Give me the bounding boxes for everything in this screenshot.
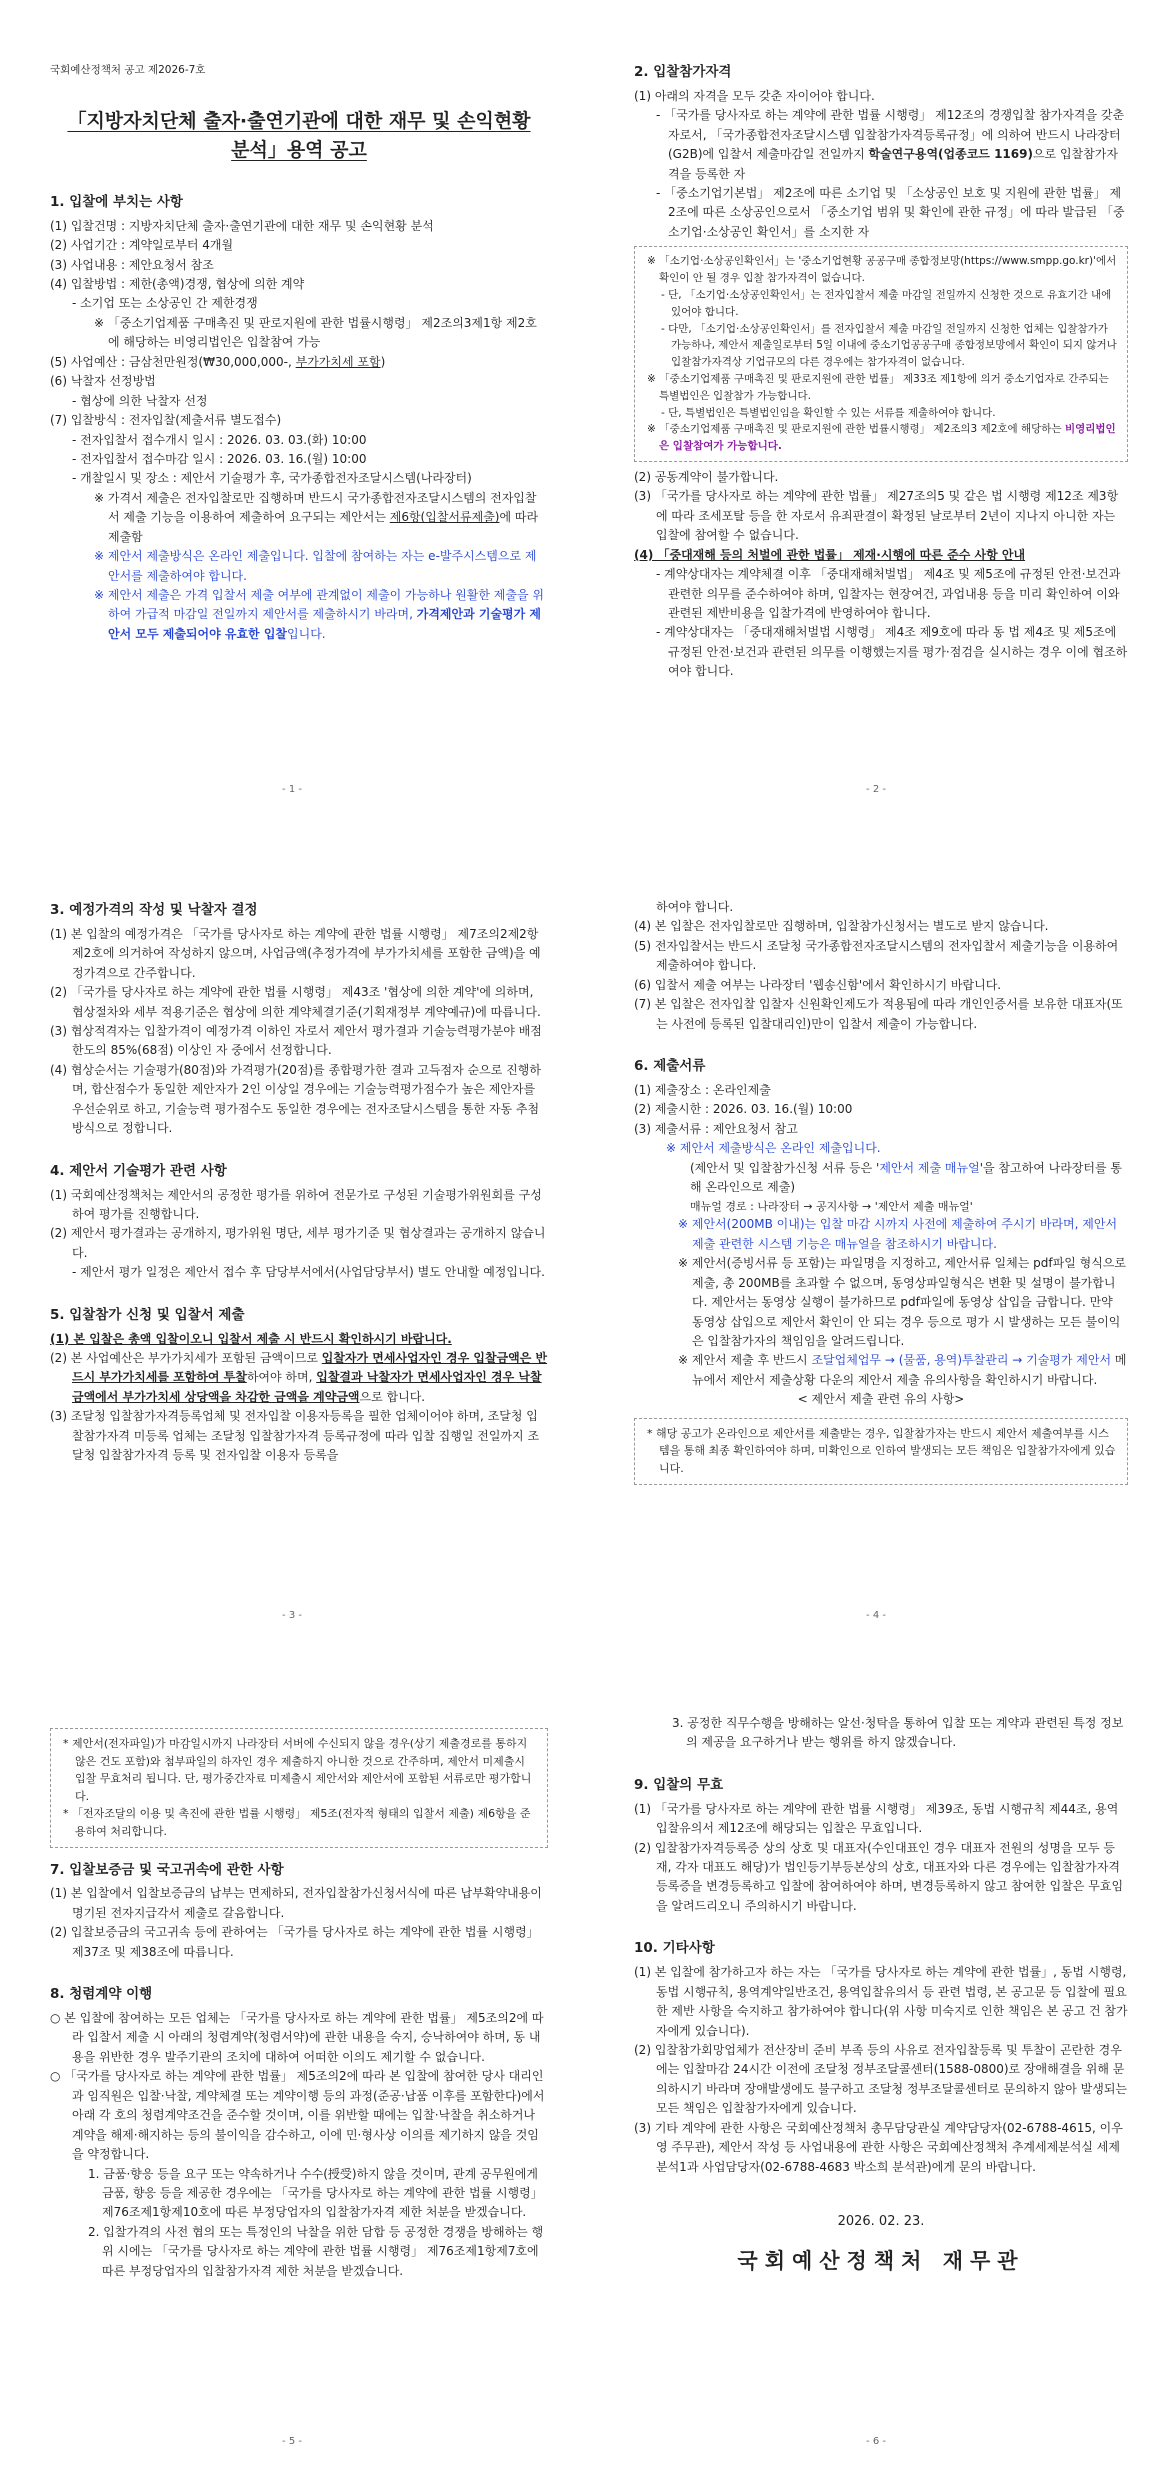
page-number: - 4 - [866, 1609, 886, 1621]
item: ○ 「국가를 당사자로 하는 계약에 관한 법률」 제5조의2에 따라 본 입찰에 참여한 당사 대리인과 임직원은 입찰·낙찰, 계약체결 또는 계약이행 등의 과정(준공·납품 이후를 포함한다)에서 아래 각 호의 청렴계약조건을 준수할 것이며, 이를 위반할 때에는 입찰·낙찰을 취소하거나 계약을 해제·해지하는 등의 불이익을 감수하고, 이에 민·형사상 이의를 제기하지 않을 것임을 약정합니다. [50, 2069, 545, 2162]
item: (3) 조달청 입찰참가자격등록업체 및 전자입찰 이용자등록을 필한 업체이어야 하며, 조달청 입찰참가자격 미등록 업체는 조달청 입찰참가자격 등록규정에 따라 입찰 집행일 전일까지 조달청 입찰참가자격 등록 및 전자입찰 이용자 등록을 [50, 1409, 540, 1463]
page-6 [584, 1652, 1168, 2478]
item: (2) 입찰보증금의 국고귀속 등에 관하여는 「국가를 당사자로 하는 계약에 관한 법률 시행령」 제37조 및 제38조에 따릅니다. [50, 1925, 539, 1959]
section-10-heading: 10. 기타사항 [634, 1940, 715, 1957]
item: (7) 입찰방식 : 전자입찰(제출서류 별도접수) [50, 413, 282, 428]
page-3 [0, 826, 584, 1652]
notice-box [50, 1728, 548, 1848]
section-4-heading: 4. 제안서 기술평가 관련 사항 [50, 1162, 227, 1179]
budget-text: (5) 사업예산 : 금삼천만원정(₩30,000,000-, [50, 354, 296, 369]
note: ※ 제안서(증빙서류 등 포함)는 파일명을 지정하고, 제안서류 일체는 pdf파일 형식으로 제출, 총 200MB를 초과할 수 없으며, 동영상파일형식은 변환 및 설명이 불가합니다. 제안서는 동영상 실행이 불가하므로 pdf파일에 동영상 삽입을 금합니다. 만약 동영상 삽입으로 제안서 확인이 안 되는 경우 등으로 평가 시 발생하는 모든 불이익은 입찰참가자의 책임임을 알려드립니다. [678, 1256, 1126, 1348]
document-title: 「지방자치단체 출자·출연기관에 대한 재무 및 손익현황 [67, 110, 531, 132]
item: (4) 본 입찰은 전자입찰로만 집행하며, 입찰참가신청서는 별도로 받지 않습니다. [634, 919, 1049, 934]
notice-date: 2026. 02. 23. [837, 2214, 925, 2230]
item: - 「중소기업기본법」 제2조에 따른 소기업 및 「소상공인 보호 및 지원에 관한 법률」 제2조에 따른 소상공인으로서 「중소기업 범위 및 확인에 관한 규정」에 따라 발급된 「중소기업·소상공인 확인서」를 소지한 자 [656, 186, 1125, 239]
notice-box [634, 1418, 1128, 1485]
item: ○ 본 입찰에 참여하는 모든 업체는 「국가를 당사자로 하는 계약에 관한 법률」 제5조의2에 따라 입찰서 제출 시 아래의 청렴계약(청렴서약)에 관한 내용을 숙지, 승낙하여야 하며, 동 내용을 위반한 경우 발주기관의 조치에 대하여 어떠한 이의도 제기할 수 없습니다. [50, 2011, 544, 2064]
item: (3) 사업내용 : 제안요청서 참조 [50, 257, 214, 272]
item-bold: 입찰결과 낙찰자가 면세사업자인 경우 낙찰금액에서 부가가치세 상당액을 차감한 금액을 계약금액 [72, 1370, 542, 1404]
item: - 개찰일시 및 장소 : 제안서 기술평가 후, 국가종합전자조달시스템(나라장터) [72, 471, 472, 486]
pledge-item: 3. 공정한 직무수행을 방해하는 알선·청탁을 통하여 입찰 또는 계약과 관련된 특정 정보의 제공을 요구하거나 받는 행위를 하지 않겠습니다. [672, 1716, 1124, 1750]
pledge-item: 2. 입찰가격의 사전 협의 또는 특정인의 낙찰을 위한 담합 등 공정한 경쟁을 방해하는 행위 시에는 「국가를 당사자로 하는 계약에 관한 법률 시행령」 제76조제1항제7호에 따른 부정당업자의 입찰참가자격 제한 처분을 받겠습니다. [88, 2224, 544, 2278]
item: - 소기업 또는 소상공인 간 제한경쟁 [72, 296, 258, 311]
budget-text-end: ) [380, 354, 386, 369]
item: (2) 사업기간 : 계약일로부터 4개월 [50, 238, 234, 253]
box-line: - 단, 특별법인은 특별법인임을 확인할 수 있는 서류를 제출하여야 합니다. [661, 406, 996, 419]
section-7-heading: 7. 입찰보증금 및 국고귀속에 관한 사항 [50, 1861, 284, 1878]
continuation: 하여야 합니다. [656, 900, 734, 914]
section-5-heading: 5. 입찰참가 신청 및 입찰서 제출 [50, 1306, 245, 1323]
page-5 [0, 1652, 584, 2478]
note-text: ※ 제안서 제출 후 반드시 [678, 1353, 812, 1368]
box-highlight: 비영리법인은 입찰참여가 가능합니다. [659, 423, 1116, 453]
box-line: * 해당 공고가 온라인으로 제안서를 제출받는 경우, 입찰참가자는 반드시 제안서 제출여부를 시스템을 통해 최종 확인하여야 하며, 미확인으로 인하여 발생되는 모든 책임은 입찰참가자에게 있습니다. [647, 1426, 1116, 1475]
box-line: ※ 「소기업·소상공인확인서」는 '중소기업현황 공공구매 종합정보망(https://www.smpp.go.kr)'에서 확인이 안 될 경우 입찰 참가자격이 없습니다. [647, 255, 1117, 285]
note [50, 489, 548, 547]
note-text-end: 에 따라 제출함 [108, 510, 539, 544]
note-text-end: 메뉴에서 제안서 제출상황 다운의 제안서 제출 유의사항을 확인하시기 바랍니다. [692, 1353, 1127, 1387]
item: (7) 본 입찰은 전자입찰 입찰자 신원확인제도가 적용됨에 따라 개인인증서를 보유한 대표자(또는 사전에 등록된 입찰대리인)만이 입찰서 제출이 가능합니다. [634, 997, 1123, 1031]
vat-note: 부가가치세 포함 [295, 354, 381, 369]
item-text: 하여야 하며, [246, 1370, 317, 1385]
box-line [645, 421, 1119, 455]
item: - 계약상대자는 「중대재해처벌법 시행령」 제4조 제9호에 따라 동 법 제4조 및 제5조에 규정된 안전·보건과 관련된 의무를 이행했는지를 평가·점검을 실시하는 경우 이에 협조하여야 합니다. [656, 625, 1128, 679]
note-bold: 가격제안과 기술평가 제안서 모두 제출되어야 유효한 입찰 [108, 607, 542, 641]
item: - 전자입찰서 접수마감 일시 : 2026. 03. 16.(월) 10:00 [72, 451, 367, 466]
note-blue: ※ 제안서(200MB 이내)는 입찰 마감 시까지 사전에 제출하여 주시기 바라며, 제안서 제출 관련한 시스템 기능은 매뉴얼을 참조하시기 바랍니다. [678, 1217, 1118, 1251]
item: (2) 「국가를 당사자로 하는 계약에 관한 법률 시행령」 제43조 '협상에 의한 계약'에 의하며, 협상절차와 세부 적용기준은 협상에 의한 계약체결기준(기획재정부 계약예규)에 따릅니다. [50, 985, 541, 1019]
item: - 계약상대자는 계약체결 이후 「중대재해처벌법」 제4조 및 제5조에 규정된 안전·보건과 관련한 의무를 준수하여야 하며, 입찰자는 현장여건, 과업내용 등을 미리 확인하여 이와 관련된 제반비용을 입찰가격에 반영하여야 합니다. [656, 567, 1121, 620]
item: (1) 본 입찰에서 입찰보증금의 납부는 면제하되, 전자입찰참가신청서식에 따른 납부확약내용이 명기된 전자지급각서 제출로 갈음합니다. [50, 1886, 542, 1920]
pledge-item: 1. 금품·향응 등을 요구 또는 약속하거나 수수(授受)하지 않을 것이며, 관계 공무원에게 금품, 향응 등을 제공한 경우에는 「국가를 당사자로 하는 계약에 관한 법률 시행령」 제76조제1항제10호에 따른 부정당업자의 입찰참가자격 제한 처분을 받겠습니다. [88, 2166, 543, 2220]
section-1-heading: 1. 입찰에 부치는 사항 [50, 193, 183, 210]
note-text: (제안서 및 입찰참가신청 서류 등은 ' [690, 1160, 880, 1175]
manual-path: 매뉴얼 경로 : 나라장터 → 공지사항 → '제안서 제출 매뉴얼' [690, 1199, 973, 1213]
item [50, 1349, 548, 1407]
item-bold: 학술연구용역(업종코드 1169) [868, 147, 1033, 162]
box-text: ※ 「중소기업제품 구매촉진 및 판로지원에 관한 법률시행령」 제2조의3 제2호에 해당하는 [647, 423, 1065, 436]
item: (6) 입찰서 제출 여부는 나라장터 '웹송신함'에서 확인하시기 바랍니다. [634, 977, 1002, 992]
item: (1) 아래의 자격을 모두 갖춘 자이어야 합니다. [634, 88, 875, 103]
section-8-heading: 8. 청렴계약 이행 [50, 1986, 153, 2003]
item: (6) 낙찰자 선정방법 [50, 374, 156, 389]
item: (3) 협상적격자는 입찰가격이 예정가격 이하인 자로서 제안서 평가결과 기술능력평가분야 배점한도의 85%(68점) 이상인 자 중에서 선정합니다. [50, 1024, 542, 1058]
item: (1) 국회예산정책처는 제안서의 공정한 평가를 위하여 전문가로 구성된 기술평가위원회를 구성하여 평가를 진행합니다. [50, 1187, 542, 1221]
item: (5) 전자입찰서는 반드시 조달청 국가종합전자조달시스템의 전자입찰서 제출기능을 이용하여 제출하여야 합니다. [634, 938, 1119, 973]
section-2-heading: 2. 입찰참가자격 [634, 64, 732, 80]
page-number: - 1 - [282, 783, 302, 795]
note-text-end: 입니다. [287, 626, 326, 641]
box-line: - 다만, 「소기업·소상공인확인서」를 전자입찰서 제출 마감일 전일까지 신청한 업체는 입찰참가가 가능하나, 제안서 제출일로부터 5일 이내에 중소기업공공구매 종합정보망에서 확인이 되지 않거나 입찰참가자격상 기업규모의 다른 경우에는 참가자격이 없습니다. [661, 322, 1117, 369]
item: (2) 공동계약이 불가합니다. [634, 469, 779, 484]
item [634, 106, 1128, 184]
note-text: ※ 가격서 제출은 전자입찰로만 집행하며 반드시 국가종합전자조달시스템의 전자입찰서 제출 기능을 이용하여 제출하여 요구되는 제안서는 [94, 490, 537, 525]
note-ref: 제6항(입찰서류제출) [389, 510, 500, 525]
section-3-heading: 3. 예정가격의 작성 및 낙찰자 결정 [50, 902, 258, 918]
item: (1) 본 입찰의 예정가격은 「국가를 당사자로 하는 계약에 관한 법률 시행령」 제7조의2제2항제2호에 의거하여 작성하지 않으며, 사업금액(추정가격에 부가가치세를 포함한 금액)을 예정가격으로 간주합니다. [50, 926, 541, 980]
issuer-signature: 국회예산정책처 재무관 [737, 2249, 1025, 2274]
item: (3) 기타 계약에 관한 사항은 국회예산정책처 총무담당관실 계약담당자(02-6788-4615, 이우영 주무관), 제안서 작성 등 사업내용에 관한 사항은 국회예산정책처 추계세제분석실 세제분석1과 사업담당자(02-6788-4683 박소희 분석관)에게 문의 바랍니다. [634, 2120, 1123, 2174]
section-9-heading: 9. 입찰의 무효 [634, 1776, 724, 1793]
item: (4) 협상순서는 기술평가(80점)와 가격평가(20점)를 종합평가한 결과 고득점자 순으로 진행하며, 합산점수가 동일한 제안자가 2인 이상일 경우에는 기술능력평가점수가 높은 제안자를 우선순위로 하고, 기술능력 평가점수도 동일한 경우에는 전자조달시스템을 통한 자동 추첨 방식으로 정합니다. [50, 1062, 541, 1136]
subheading: < 제안서 제출 관련 유의 사항> [797, 1392, 965, 1407]
item: (1) 입찰건명 : 지방자치단체 출자·출연기관에 대한 재무 및 손익현황 분석 [50, 218, 434, 233]
item: (2) 입찰참가회망업체가 전산장비 준비 부족 등의 사유로 전자입찰등록 및 투찰이 곤란한 경우에는 입찰마감 24시간 이전에 조달청 정부조달콜센터(1588-0800)로 장애해결을 위해 문의하시기 바라며 장애발생에도 불구하고 조달청 정부조달콜센터로 문의하지 않아 발생되는 모든 책임은 입찰참가자에게 있습니다. [634, 2042, 1128, 2116]
item: (2) 제안서 평가결과는 공개하지, 평가위원 명단, 세부 평가기준 및 협상결과는 공개하지 않습니다. [50, 1226, 546, 1260]
item: - 협상에 의한 낙찰자 선정 [72, 393, 208, 408]
item: (2) 제출시한 : 2026. 03. 16.(월) 10:00 [634, 1102, 853, 1117]
item: (1) 본 입찰은 총액 입찰이오니 입찰서 제출 시 반드시 확인하시기 바랍니다. [50, 1331, 452, 1346]
item: (3) 「국가를 당사자로 하는 계약에 관한 법률」 제27조의5 및 같은 법 시행령 제12조 제3항에 따라 조세포탈 등을 한 자로서 유죄판결이 확정된 날로부터 2년이 지나지 아니한 자는 입찰에 참여할 수 없습니다. [634, 489, 1119, 543]
box-line: ※ 「중소기업제품 구매촉진 및 판로지원에 관한 법률」 제33조 제1항에 의거 중소기업자로 간주되는 특별법인은 입찰참가 가능합니다. [647, 372, 1109, 402]
note-blue: ※ 제안서 제출방식은 온라인 제출입니다. [666, 1141, 881, 1156]
budget-item [50, 353, 548, 372]
item: (2) 입찰참가자격등록증 상의 상호 및 대표자(수인대표인 경우 대표자 전원의 성명을 모두 등재, 각자 대표도 해당)가 법인등기부등본상의 상호, 대표자와 다른 경우에는 입찰참가자격등록증을 변경등록하고 입찰에 참여하여야 하며, 변경등록하지 않고 참여한 입찰은 무효임을 알려드리오니 주의하시기 바랍니다. [634, 1840, 1124, 1913]
page-number: - 3 - [282, 1609, 302, 1621]
note-blue [50, 586, 548, 644]
notice-number: 국회예산정책처 공고 제2026-7호 [50, 64, 206, 76]
item: (1) 제출장소 : 온라인제출 [634, 1082, 771, 1097]
item-text: - 「국가를 당사자로 하는 계약에 관한 법률 시행령」 제12조의 경쟁입찰 참가자격을 갖춘 자로서, 「국가종합전자조달시스템 입찰참가자격등록규정」에 의하여 반드시 나라장터(G2B)에 입찰서 제출마감일 전일까지 [656, 108, 1125, 162]
item-text-end: 으로 합니다. [359, 1389, 426, 1404]
note-text: ※ 제안서 제출은 가격 입찰서 제출 여부에 관계없이 제출이 가능하나 원활한 제출을 위하여 가급적 마감일 전일까지 제안서를 제출하시기 바라며, [94, 588, 544, 622]
item-text: (2) 본 사업예산은 부가가치세가 포함된 금액이므로 [50, 1351, 322, 1366]
page-1 [0, 0, 584, 826]
note [634, 1159, 1128, 1198]
box-line: * 제안서(전자파일)가 마감일시까지 나라장터 서버에 수신되지 않을 경우(상기 제출경로를 통하지 않은 건도 포함)와 첨부파일의 하자인 경우 제출하지 아니한 것으로 간주하며, 제안서 미제출시 입찰 무효처리 됩니다. 단, 평가중간자료 미제출시 제안서와 제안서에 포함된 서류로만 평가합니다. [63, 1737, 532, 1803]
menu-path: 조달업체업무 → (물품, 용역)투찰관리 → 기술평가 제안서 [811, 1353, 1112, 1368]
note-text-end: '을 참고하여 나라장터를 통해 온라인으로 제출) [690, 1160, 1122, 1195]
item: - 전자입찰서 접수개시 일시 : 2026. 03. 03.(화) 10:00 [72, 432, 367, 447]
page-number: - 2 - [866, 783, 886, 795]
item: (3) 제출서류 : 제안요청서 참고 [634, 1121, 798, 1136]
page-2 [584, 0, 1168, 826]
item: ※ 「중소기업제품 구매촉진 및 판로지원에 관한 법률시행령」 제2조의3제1항 제2호에 해당하는 비영리법인은 입찰참여 가능 [94, 315, 537, 350]
item: (4) 입찰방법 : 제한(총액)경쟁, 협상에 의한 계약 [50, 277, 305, 292]
page-number: - 5 - [282, 2435, 302, 2447]
document-title-line2: 분석」용역 공고 [231, 139, 367, 162]
item: (1) 본 입찰에 참가하고자 하는 자는 「국가를 당사자로 하는 계약에 관한 법률」, 동법 시행령, 동법 시행규칙, 용역계약일반조건, 용역입찰유의서 등 관련 법령, 본 공고문 등 입찰에 필요한 제반 사항을 숙지하고 참가하여야 합니다(위 사항 미숙지로 인한 책임은 본 공고 건 참가자에게 있습니다). [634, 1965, 1128, 2038]
note [634, 1351, 1128, 1390]
section-6-heading: 6. 제출서류 [634, 1058, 706, 1075]
page-number: - 6 - [866, 2435, 886, 2447]
box-line: * 「전자조달의 이용 및 촉진에 관한 법률 시행령」 제5조(전자적 형태의 입찰서 제출) 제6항을 준용하여 처리합니다. [63, 1807, 531, 1838]
item: (1) 「국가를 당사자로 하는 계약에 관한 법률 시행령」 제39조, 동법 시행규칙 제44조, 용역입찰유의서 제12조에 해당되는 입찰은 무효입니다. [634, 1801, 1119, 1836]
note-blue: ※ 제안서 제출방식은 온라인 제출입니다. 입찰에 참여하는 자는 e-발주시스템으로 제안서를 제출하여야 합니다. [94, 549, 537, 583]
item: (4) 「중대재해 등의 처벌에 관한 법률」 제재·시행에 따른 준수 사항 안내 [634, 547, 1026, 562]
notice-box [634, 246, 1128, 462]
page-4 [584, 826, 1168, 1652]
box-line: - 단, 「소기업·소상공인확인서」는 전자입찰서 제출 마감일 전일까지 신청한 것으로 유효기간 내에 있어야 합니다. [661, 288, 1112, 318]
item: - 제안서 평가 일정은 제안서 접수 후 담당부서에서(사업담당부서) 별도 안내할 예정입니다. [72, 1265, 545, 1280]
item-bold: 입찰자가 면세사업자인 경우 입찰금액은 반드시 부가가치세를 포함하여 투찰 [72, 1351, 548, 1385]
manual-name: 제안서 제출 매뉴얼 [879, 1160, 980, 1175]
item-text-end: 으로 입찰참가자격을 등록한 자 [668, 147, 1118, 181]
